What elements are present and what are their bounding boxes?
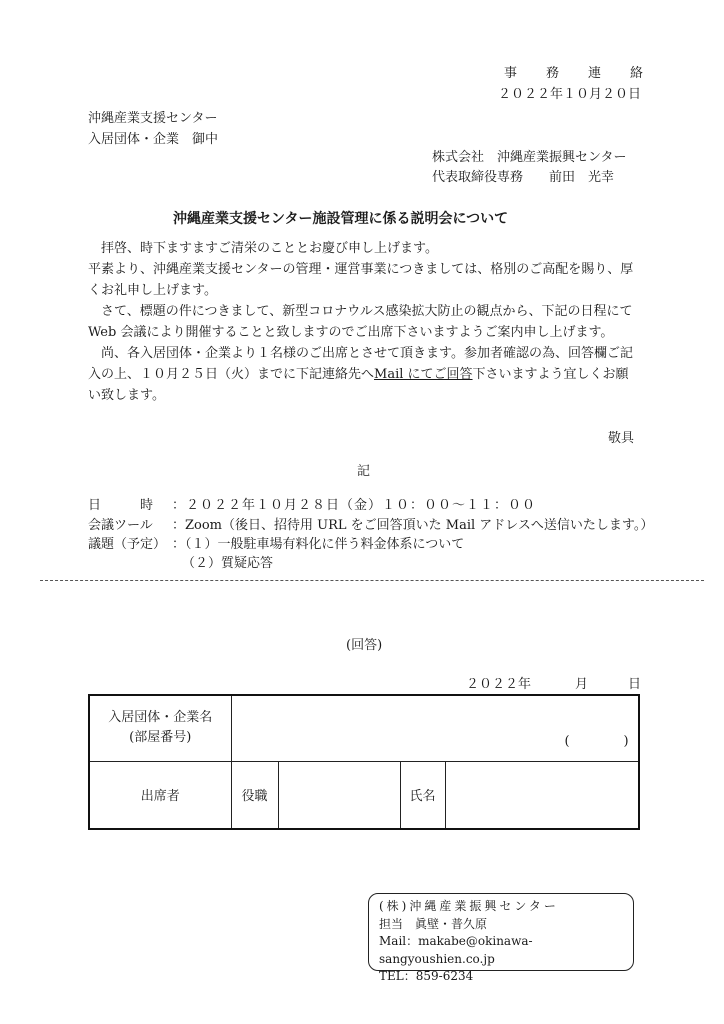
reply-form-table <box>88 694 640 830</box>
room-label: (部屋番号) <box>129 730 192 746</box>
contact-mail: Mail：makabe@okinawa-sangyoushien.co.jp <box>379 934 533 966</box>
agenda-label: 議題（予定） <box>88 537 167 552</box>
position-input-cell[interactable] <box>278 761 400 829</box>
paragraph-request: 尚、各入居団体・企業より１名様のご出席とさせて頂きます。参加者確認の為、回答欄ご記入の上、１０月２５日（火）までに下記連絡先へMail にてご回答下さいますよう宜しくお願い致します。 <box>88 346 633 403</box>
room-paren-close: ) <box>623 734 629 749</box>
document-title: 沖縄産業支援センター施設管理に係る説明会について <box>173 211 509 227</box>
ki-heading: 記 <box>357 464 371 479</box>
reply-month: 月 <box>575 677 589 692</box>
tool-label: 会議ツール <box>88 518 153 533</box>
sender-title-name: 代表取締役専務 前田 光幸 <box>432 170 615 185</box>
tool-value: ：Zoom（後日、招待用 URL をご回答頂いた Mail アドレスへ送信いたします。） <box>172 518 654 533</box>
agenda-item-2: （２）質疑応答 <box>182 556 274 571</box>
date-label: 日 時 <box>88 498 154 513</box>
position-label: 役職 <box>231 761 278 829</box>
body-text <box>88 238 636 406</box>
cut-line <box>40 580 704 581</box>
sender-company: 株式会社 沖縄産業振興センター <box>432 150 627 165</box>
reply-heading: (回答) <box>346 638 383 653</box>
name-input-cell[interactable] <box>445 761 639 829</box>
org-input-cell[interactable] <box>231 695 639 761</box>
mail-reply-emphasis: Mail にてご回答 <box>374 367 473 382</box>
name-label: 氏名 <box>400 761 445 829</box>
org-label-cell <box>89 695 231 761</box>
contact-tel: TEL：859-6234 <box>379 969 474 983</box>
recipient-line2: 入居団体・企業 御中 <box>88 132 219 147</box>
reply-year: ２０２２年 <box>466 677 532 692</box>
contact-persons: 担当 眞壁・普久原 <box>379 916 488 931</box>
date-value: ：２０２２年１０月２８日（金）１０：００～１１：００ <box>172 498 537 513</box>
paragraph-greeting: 拝啓、時下ますますご清栄のこととお慶び申し上げます。 <box>88 241 438 256</box>
room-paren-open: ( <box>564 734 570 749</box>
recipient-line1: 沖縄産業支援センター <box>88 111 218 126</box>
attendee-label: 出席者 <box>89 761 231 829</box>
contact-org: (株)沖縄産業振興センター <box>379 899 559 913</box>
contact-box <box>368 893 634 983</box>
paragraph-thanks: 平素より、沖縄産業支援センターの管理・運営事業につきましては、格別のご高配を賜り、厚くお礼申し上げます。 <box>88 262 634 298</box>
agenda-item-1: ：（１）一般駐車場有料化に伴う料金体系について <box>172 537 465 552</box>
paragraph-announcement: さて、標題の件につきまして、新型コロナウルス感染拡大防止の観点から、下記の日程にて Web 会議により開催することと致しますのでご出席下さいますようご案内申し上げます。 <box>88 304 633 340</box>
issue-date: ２０２２年１０月２０日 <box>498 87 642 102</box>
reply-day: 日 <box>628 677 642 692</box>
org-label: 入居団体・企業名 <box>108 710 213 726</box>
notice-type: 事 務 連 絡 <box>504 66 645 81</box>
closing-keigu: 敬具 <box>608 431 635 446</box>
